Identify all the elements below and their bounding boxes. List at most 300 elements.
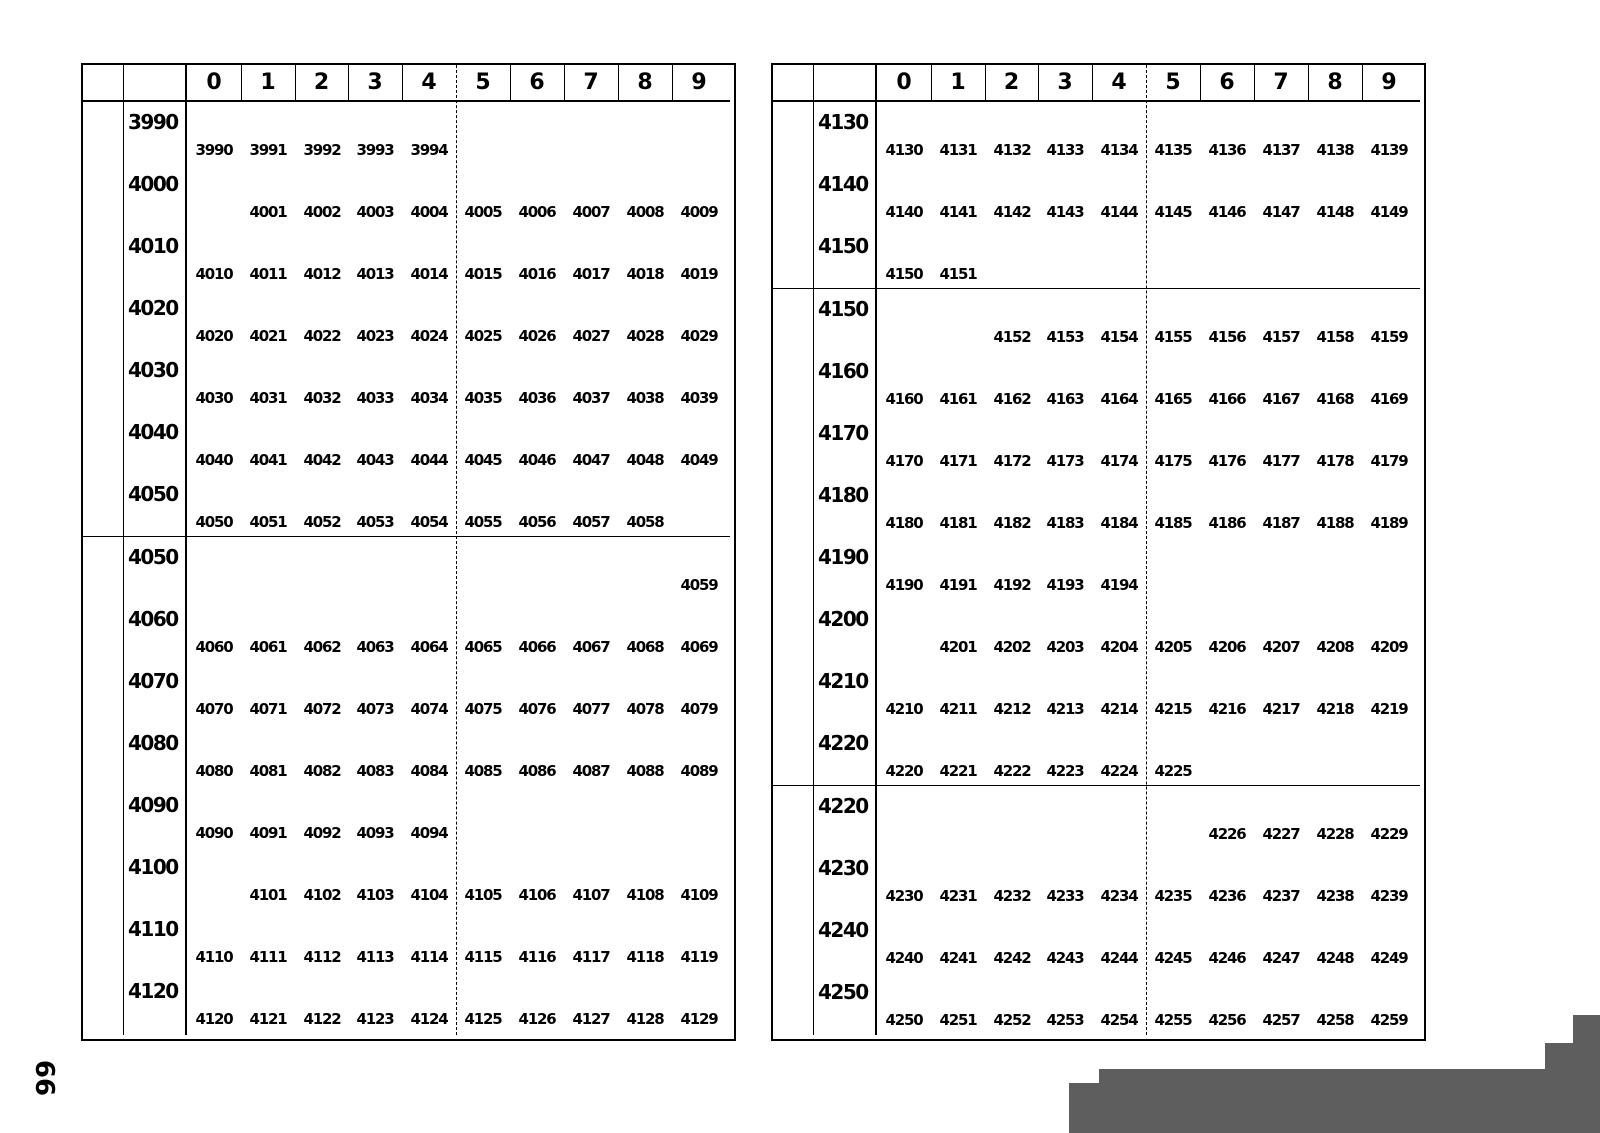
- character-code: 4091: [249, 824, 287, 842]
- code-cell: [295, 412, 349, 474]
- code-cell: [931, 537, 985, 599]
- character-code: 4121: [249, 1010, 287, 1028]
- code-cell: [510, 226, 564, 288]
- row-base-code: 4110: [128, 917, 178, 941]
- code-cell: [1254, 289, 1308, 351]
- code-cell: [1308, 413, 1362, 475]
- code-cell: [564, 723, 618, 785]
- character-code: 4181: [939, 514, 977, 532]
- code-cell: [931, 351, 985, 413]
- character-code: 4211: [939, 700, 977, 718]
- code-cell: [187, 661, 241, 723]
- code-cell: [985, 164, 1039, 226]
- code-cell: [510, 847, 564, 909]
- character-code: 4246: [1208, 949, 1246, 967]
- code-cell: [985, 723, 1039, 785]
- code-cell: [402, 599, 456, 661]
- code-cell: [931, 475, 985, 537]
- character-code: 4082: [303, 762, 341, 780]
- character-code: 4245: [1154, 949, 1192, 967]
- character-code: 4168: [1316, 390, 1354, 408]
- code-cell: [877, 972, 931, 1034]
- code-cell: [877, 848, 931, 910]
- code-cell: [672, 723, 726, 785]
- code-cell: [564, 288, 618, 350]
- code-cell: [1254, 599, 1308, 661]
- character-code: 4152: [993, 328, 1031, 346]
- character-code: 4251: [939, 1011, 977, 1029]
- code-cell: [1038, 351, 1092, 413]
- code-cell: [1146, 164, 1200, 226]
- code-cell: [295, 599, 349, 661]
- code-cell: [456, 164, 510, 226]
- character-code: 4191: [939, 576, 977, 594]
- code-cell: [1092, 351, 1146, 413]
- code-cell: [1308, 599, 1362, 661]
- code-cell: [1254, 351, 1308, 413]
- character-code: 4081: [249, 762, 287, 780]
- code-cell: [241, 723, 295, 785]
- character-code: 4205: [1154, 638, 1192, 656]
- character-code: 4112: [303, 948, 341, 966]
- character-code: 4053: [356, 513, 394, 531]
- code-cell: [564, 599, 618, 661]
- character-code: 4046: [518, 451, 556, 469]
- code-cell: [348, 102, 402, 164]
- code-cell: [1038, 723, 1092, 785]
- column-header-8: 8: [1327, 70, 1343, 95]
- character-code: 4012: [303, 265, 341, 283]
- code-cell: [456, 909, 510, 971]
- code-cell: [618, 599, 672, 661]
- code-cell: [985, 475, 1039, 537]
- character-code: 4148: [1316, 203, 1354, 221]
- code-cell: [1038, 537, 1092, 599]
- character-code: 4069: [680, 638, 718, 656]
- code-cell: [877, 537, 931, 599]
- code-cell: [402, 661, 456, 723]
- row-base-code: 4230: [818, 856, 868, 880]
- character-code: 4189: [1370, 514, 1408, 532]
- code-cell: [931, 910, 985, 972]
- character-code: 4132: [993, 141, 1031, 159]
- character-code: 4071: [249, 700, 287, 718]
- code-cell: [564, 350, 618, 412]
- character-code: 4031: [249, 389, 287, 407]
- character-code: 4140: [885, 203, 923, 221]
- code-cell: [1362, 102, 1416, 164]
- row-base-code: 4050: [128, 482, 178, 506]
- footer-band: [1069, 1083, 1600, 1133]
- character-code: 4037: [572, 389, 610, 407]
- code-cell: [1092, 537, 1146, 599]
- character-code: 4212: [993, 700, 1031, 718]
- column-header-4: 4: [1111, 70, 1127, 95]
- character-code: 4114: [410, 948, 448, 966]
- code-cell: [348, 226, 402, 288]
- code-cell: [1254, 164, 1308, 226]
- row-base-code: 4180: [818, 483, 868, 507]
- character-code: 4016: [518, 265, 556, 283]
- column-header-6: 6: [529, 70, 545, 95]
- character-code: 4106: [518, 886, 556, 904]
- code-cell: [1092, 848, 1146, 910]
- code-cell: [295, 971, 349, 1033]
- code-cell: [877, 351, 931, 413]
- character-code: 4157: [1262, 328, 1300, 346]
- code-cell: [510, 661, 564, 723]
- code-cell: [348, 474, 402, 536]
- character-code: 4229: [1370, 825, 1408, 843]
- row-base-code: 4200: [818, 607, 868, 631]
- character-code: 4208: [1316, 638, 1354, 656]
- code-cell: [1308, 910, 1362, 972]
- character-code: 4259: [1370, 1011, 1408, 1029]
- row-base-code: 4150: [818, 234, 868, 258]
- character-code: 4075: [464, 700, 502, 718]
- character-code: 4111: [249, 948, 287, 966]
- code-cell: [348, 288, 402, 350]
- character-code: 4008: [626, 203, 664, 221]
- code-cell: [1092, 599, 1146, 661]
- code-cell: [877, 661, 931, 723]
- code-cell: [456, 350, 510, 412]
- code-cell: [564, 412, 618, 474]
- column-header-5: 5: [1165, 70, 1181, 95]
- code-cell: [1038, 102, 1092, 164]
- code-cell: [456, 723, 510, 785]
- code-cell: [931, 848, 985, 910]
- character-code: 4220: [885, 762, 923, 780]
- character-code: 4072: [303, 700, 341, 718]
- row-base-code: 4160: [818, 359, 868, 383]
- code-cell: [295, 661, 349, 723]
- character-code: 4163: [1046, 390, 1084, 408]
- character-code: 4002: [303, 203, 341, 221]
- code-cell: [672, 226, 726, 288]
- character-code: 4083: [356, 762, 394, 780]
- code-cell: [931, 102, 985, 164]
- code-cell: [456, 847, 510, 909]
- code-cell: [510, 288, 564, 350]
- code-cell: [241, 599, 295, 661]
- column-header-3: 3: [1057, 70, 1073, 95]
- character-code: 4222: [993, 762, 1031, 780]
- code-cell: [1308, 786, 1362, 848]
- row-base-code: 4140: [818, 172, 868, 196]
- column-header-9: 9: [691, 70, 707, 95]
- code-cell: [1038, 475, 1092, 537]
- code-cell: [456, 971, 510, 1033]
- character-code: 4107: [572, 886, 610, 904]
- character-code: 4115: [464, 948, 502, 966]
- character-code: 4243: [1046, 949, 1084, 967]
- code-cell: [241, 474, 295, 536]
- character-code: 4235: [1154, 887, 1192, 905]
- code-cell: [348, 971, 402, 1033]
- character-code: 4022: [303, 327, 341, 345]
- character-code: 4063: [356, 638, 394, 656]
- code-cell: [1146, 351, 1200, 413]
- row-base-code: 4220: [818, 731, 868, 755]
- code-cell: [456, 474, 510, 536]
- code-cell: [402, 785, 456, 847]
- character-code: 4007: [572, 203, 610, 221]
- character-code: 4036: [518, 389, 556, 407]
- character-code: 4048: [626, 451, 664, 469]
- character-code: 4221: [939, 762, 977, 780]
- character-code: 4204: [1100, 638, 1138, 656]
- character-code: 4143: [1046, 203, 1084, 221]
- code-cell: [1092, 723, 1146, 785]
- code-cell: [187, 474, 241, 536]
- code-cell: [931, 661, 985, 723]
- character-code: 4203: [1046, 638, 1084, 656]
- column-header-5: 5: [475, 70, 491, 95]
- character-code: 4147: [1262, 203, 1300, 221]
- code-cell: [402, 971, 456, 1033]
- character-code: 4193: [1046, 576, 1084, 594]
- character-code: 4087: [572, 762, 610, 780]
- column-header-1: 1: [950, 70, 966, 95]
- character-code: 4210: [885, 700, 923, 718]
- character-code: 4042: [303, 451, 341, 469]
- code-cell: [672, 847, 726, 909]
- character-code: 4207: [1262, 638, 1300, 656]
- code-cell: [931, 723, 985, 785]
- character-code: 4040: [195, 451, 233, 469]
- character-code: 4227: [1262, 825, 1300, 843]
- character-code: 4228: [1316, 825, 1354, 843]
- character-code: 4101: [249, 886, 287, 904]
- character-code: 4004: [410, 203, 448, 221]
- character-code: 4021: [249, 327, 287, 345]
- code-cell: [510, 723, 564, 785]
- code-cell: [618, 226, 672, 288]
- character-code: 4206: [1208, 638, 1246, 656]
- row-base-code: 4240: [818, 918, 868, 942]
- code-cell: [1200, 786, 1254, 848]
- character-code: 4076: [518, 700, 556, 718]
- code-cell: [672, 971, 726, 1033]
- code-cell: [1146, 723, 1200, 785]
- code-cell: [985, 413, 1039, 475]
- character-code: 4085: [464, 762, 502, 780]
- character-code: 4023: [356, 327, 394, 345]
- character-code: 3993: [356, 141, 394, 159]
- code-cell: [295, 102, 349, 164]
- code-cell: [1038, 289, 1092, 351]
- character-code: 4029: [680, 327, 718, 345]
- code-cell: [931, 164, 985, 226]
- code-cell: [564, 971, 618, 1033]
- code-cell: [1254, 413, 1308, 475]
- row-base-code: 4080: [128, 731, 178, 755]
- character-code: 4187: [1262, 514, 1300, 532]
- grid-line: [185, 65, 187, 1035]
- character-code: 4020: [195, 327, 233, 345]
- code-cell: [1308, 102, 1362, 164]
- code-cell: [1092, 413, 1146, 475]
- character-code: 4078: [626, 700, 664, 718]
- character-code: 4234: [1100, 887, 1138, 905]
- code-cell: [348, 785, 402, 847]
- character-code: 4159: [1370, 328, 1408, 346]
- character-code: 4155: [1154, 328, 1192, 346]
- code-cell: [402, 164, 456, 226]
- character-code: 4006: [518, 203, 556, 221]
- code-cell: [877, 413, 931, 475]
- character-code: 4186: [1208, 514, 1246, 532]
- code-cell: [402, 350, 456, 412]
- code-cell: [985, 537, 1039, 599]
- character-code: 4142: [993, 203, 1031, 221]
- character-code: 4223: [1046, 762, 1084, 780]
- column-header-3: 3: [367, 70, 383, 95]
- character-code: 4247: [1262, 949, 1300, 967]
- code-cell: [1308, 164, 1362, 226]
- column-header-0: 0: [896, 70, 912, 95]
- row-base-code: 4020: [128, 296, 178, 320]
- character-code: 4174: [1100, 452, 1138, 470]
- character-code: 4116: [518, 948, 556, 966]
- character-code: 4033: [356, 389, 394, 407]
- character-code: 3994: [410, 141, 448, 159]
- character-code: 4242: [993, 949, 1031, 967]
- column-header-0: 0: [206, 70, 222, 95]
- character-code: 4060: [195, 638, 233, 656]
- character-code: 4102: [303, 886, 341, 904]
- character-code: 4070: [195, 700, 233, 718]
- code-cell: [348, 909, 402, 971]
- character-code: 4177: [1262, 452, 1300, 470]
- code-cell: [510, 412, 564, 474]
- code-cell: [402, 474, 456, 536]
- character-code: 4241: [939, 949, 977, 967]
- character-code: 4182: [993, 514, 1031, 532]
- code-cell: [1200, 289, 1254, 351]
- code-cell: [985, 848, 1039, 910]
- code-cell: [1362, 413, 1416, 475]
- code-cell: [1146, 910, 1200, 972]
- code-cell: [931, 972, 985, 1034]
- code-cell: [456, 599, 510, 661]
- code-cell: [295, 226, 349, 288]
- character-code: 4151: [939, 265, 977, 283]
- code-cell: [1092, 910, 1146, 972]
- character-code: 4123: [356, 1010, 394, 1028]
- code-cell: [877, 102, 931, 164]
- code-cell: [1038, 848, 1092, 910]
- character-code: 4238: [1316, 887, 1354, 905]
- code-cell: [295, 288, 349, 350]
- character-code: 4139: [1370, 141, 1408, 159]
- code-cell: [1038, 661, 1092, 723]
- character-code: 4013: [356, 265, 394, 283]
- code-cell: [985, 102, 1039, 164]
- row-base-code: 4100: [128, 855, 178, 879]
- code-cell: [931, 413, 985, 475]
- character-code: 4230: [885, 887, 923, 905]
- column-header-7: 7: [1273, 70, 1289, 95]
- code-cell: [456, 412, 510, 474]
- code-cell: [931, 226, 985, 288]
- character-code: 4202: [993, 638, 1031, 656]
- character-code: 4239: [1370, 887, 1408, 905]
- code-cell: [1254, 972, 1308, 1034]
- character-code: 4214: [1100, 700, 1138, 718]
- character-code: 4084: [410, 762, 448, 780]
- code-cell: [1038, 910, 1092, 972]
- code-cell: [877, 164, 931, 226]
- character-code: 4109: [680, 886, 718, 904]
- character-code: 4252: [993, 1011, 1031, 1029]
- character-code: 4136: [1208, 141, 1246, 159]
- character-code: 4057: [572, 513, 610, 531]
- character-code: 4059: [680, 576, 718, 594]
- character-code: 4050: [195, 513, 233, 531]
- code-cell: [1308, 475, 1362, 537]
- character-code: 4124: [410, 1010, 448, 1028]
- code-cell: [1254, 475, 1308, 537]
- code-cell: [241, 288, 295, 350]
- character-code: 4044: [410, 451, 448, 469]
- character-code: 4141: [939, 203, 977, 221]
- character-code: 4138: [1316, 141, 1354, 159]
- character-code: 4253: [1046, 1011, 1084, 1029]
- character-code: 4167: [1262, 390, 1300, 408]
- code-cell: [1200, 102, 1254, 164]
- row-base-code: 4050: [128, 545, 178, 569]
- character-code: 4160: [885, 390, 923, 408]
- code-cell: [241, 102, 295, 164]
- code-cell: [1200, 972, 1254, 1034]
- code-cell: [672, 164, 726, 226]
- code-cell: [187, 102, 241, 164]
- character-code: 4077: [572, 700, 610, 718]
- code-cell: [1146, 599, 1200, 661]
- character-code: 4244: [1100, 949, 1138, 967]
- code-cell: [187, 599, 241, 661]
- character-code: 4041: [249, 451, 287, 469]
- code-cell: [618, 350, 672, 412]
- row-base-code: 4090: [128, 793, 178, 817]
- character-code: 4175: [1154, 452, 1192, 470]
- character-code: 4183: [1046, 514, 1084, 532]
- code-cell: [672, 288, 726, 350]
- code-cell: [348, 412, 402, 474]
- character-code: 4172: [993, 452, 1031, 470]
- code-cell: [402, 102, 456, 164]
- character-code: 4154: [1100, 328, 1138, 346]
- code-cell: [1146, 102, 1200, 164]
- character-code: 4217: [1262, 700, 1300, 718]
- code-cell: [564, 474, 618, 536]
- character-code: 4110: [195, 948, 233, 966]
- character-code: 4161: [939, 390, 977, 408]
- row-base-code: 4070: [128, 669, 178, 693]
- character-code: 4066: [518, 638, 556, 656]
- code-cell: [1146, 475, 1200, 537]
- code-cell: [1254, 786, 1308, 848]
- character-code: 4149: [1370, 203, 1408, 221]
- code-cell: [187, 412, 241, 474]
- code-cell: [1308, 848, 1362, 910]
- character-code: 4130: [885, 141, 923, 159]
- code-cell: [877, 226, 931, 288]
- code-cell: [1362, 475, 1416, 537]
- code-cell: [1092, 102, 1146, 164]
